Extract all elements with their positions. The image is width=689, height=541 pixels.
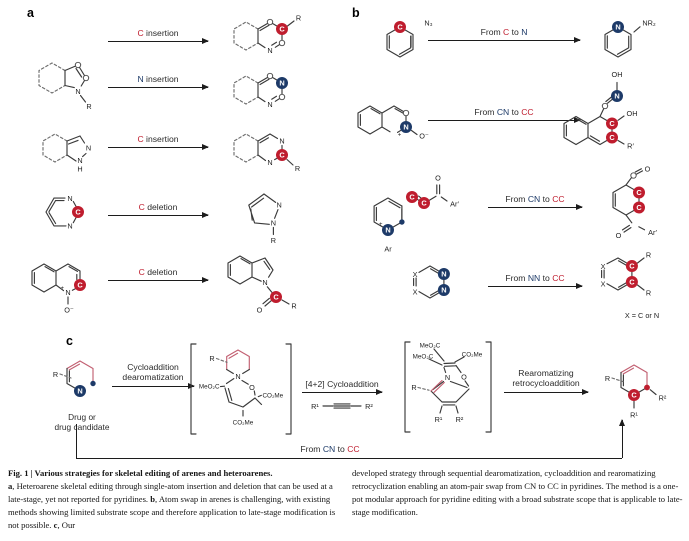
structure-aryl-azide-reactant — [372, 8, 448, 70]
arrow-label: N insertion — [137, 74, 179, 84]
atom-label-N: N — [262, 277, 268, 287]
reaction-arrow — [488, 286, 582, 287]
ester-label: MeO₂C — [412, 353, 434, 361]
atom-label-R: R — [645, 250, 652, 260]
hydroxyl-label: OH — [626, 109, 638, 118]
arrow-label: C insertion — [137, 134, 179, 144]
atom-label-R: R — [411, 382, 417, 392]
ester-label: CO₂Me — [232, 419, 254, 427]
atom-label-H: H — [77, 164, 83, 174]
marker-atom-circle — [403, 110, 408, 115]
structure-pyrazole-product — [238, 184, 302, 252]
ester-label: CO₂Me — [262, 392, 284, 400]
caption-heading: Fig. 1 | Various strategies for skeletal editing of arenes and heteroarenes. — [8, 468, 273, 478]
atom-label-R2: R² — [365, 401, 373, 411]
structure-pyridinium-enone-reactant — [356, 160, 490, 260]
marker-atom-circle — [279, 40, 284, 45]
aryl-label: Ar′ — [450, 199, 459, 209]
marker-atom-circle — [602, 103, 607, 108]
arrow-label: From CN to CC — [505, 194, 565, 204]
reaction-arrow — [108, 41, 208, 42]
arrow-label-line2: retrocycloaddition — [512, 378, 580, 388]
reaction-arrow — [108, 87, 208, 88]
atom-label-R2: R² — [455, 415, 464, 424]
atom-label-C: C — [75, 207, 81, 217]
atom-label-O: O — [644, 164, 651, 174]
bottom-arrow-up-segment — [622, 420, 623, 458]
atom-label-R: R — [294, 164, 301, 173]
atom-label-O: O — [435, 173, 441, 183]
drug-caption — [34, 412, 130, 432]
structure-quinazoline-n-insert-product — [226, 62, 336, 114]
atom-label-R: R — [209, 353, 215, 363]
structure-dicarbon-product — [590, 242, 689, 326]
charge-plus: + — [397, 132, 402, 139]
charge-plus: + — [60, 286, 65, 292]
structure-naphthalenol-oxime-product — [558, 66, 686, 168]
arrow-label-line2: dearomatization — [122, 372, 184, 382]
atom-label-N: N — [276, 200, 282, 210]
atom-label-N: N — [441, 269, 447, 279]
arrow-label: From CN to CC — [474, 107, 534, 117]
atom-label-C: C — [636, 188, 642, 198]
atom-label-O-minus: O⁻ — [64, 305, 74, 315]
ester-label: CO₂Me — [461, 351, 483, 359]
structure-arene-dicarbonyl-product — [594, 158, 689, 248]
atom-label-R: R — [86, 102, 92, 111]
caption-c-marker: c — [53, 520, 58, 530]
atom-label-N: N — [65, 287, 71, 297]
atom-label-X: X — [412, 269, 418, 279]
atom-label-C: C — [279, 24, 285, 34]
atom-label-X: X — [600, 279, 606, 289]
arrow-label: [4+2] Cycloaddition — [305, 379, 379, 389]
caption-a-marker: a — [8, 481, 13, 491]
marker-atom-circle — [267, 19, 272, 24]
atom-label-N: N — [279, 136, 285, 146]
marker-atom-circle-blue — [399, 219, 404, 224]
atom-label-R: R — [291, 301, 297, 311]
atom-label-N: N — [85, 143, 92, 153]
atom-label-C: C — [279, 150, 285, 160]
atom-label-N: N — [444, 372, 451, 382]
atom-label-C: C — [397, 22, 403, 32]
reaction-arrow — [302, 392, 382, 393]
panel-a-label: a — [27, 6, 34, 20]
arrow-label — [512, 368, 579, 388]
atom-label-R: R — [52, 369, 59, 379]
reaction-arrow — [108, 280, 208, 281]
atom-label-R: R — [295, 13, 302, 23]
atom-label-O-minus: O⁻ — [419, 131, 429, 141]
x-definition: X = C or N — [624, 311, 660, 320]
arrow-label — [122, 362, 183, 382]
structure-edited-arene-product — [590, 346, 686, 430]
arrow-label: From NN to CC — [505, 273, 565, 283]
atom-label-R1: R¹ — [311, 401, 319, 411]
caption-right-column: developed strategy through sequential dearomatization, cycloaddition and rearomatizing retrocyclization enabling an atom-pair swap from CN to CC in pyridines. The method is a one-pot modular approach for pyridine editing with a broad substrate scope that is applicable to late-stage modification. — [352, 468, 683, 517]
structure-dearomatized-intermediate — [182, 334, 300, 442]
atom-label-O: O — [615, 231, 622, 240]
arrow-label: C deletion — [138, 267, 178, 277]
azide-label: N₃ — [424, 18, 433, 28]
structure-pyrimidine-reactant — [30, 184, 102, 244]
arrow-label: C insertion — [137, 28, 179, 38]
atom-label-R: R — [604, 373, 611, 383]
atom-label-C: C — [609, 119, 615, 129]
atom-label-N: N — [441, 285, 447, 295]
atom-label-N: N — [235, 371, 241, 381]
caption-left-column — [8, 467, 344, 532]
bottom-arrow-label: From CN to CC — [300, 444, 360, 454]
alkyne-reagent — [306, 398, 378, 414]
marker-atom-circle-blue — [90, 381, 95, 386]
ester-label: MeO₂C — [198, 383, 220, 391]
atom-label-C: C — [273, 292, 279, 302]
marker-atom-circle — [631, 173, 636, 178]
panel-c-label: c — [66, 334, 73, 348]
drug-caption-line1: Drug or — [68, 412, 96, 422]
marker-atom-circle — [279, 94, 284, 99]
atom-label-X: X — [412, 287, 418, 297]
structure-drug-pyridine — [44, 348, 120, 410]
amine-label: NR₂ — [642, 18, 656, 28]
bottom-arrow-left-segment — [76, 424, 77, 458]
atom-label-C: C — [421, 198, 427, 208]
structure-benzazole-reactant — [28, 42, 113, 120]
atom-label-N: N — [75, 86, 81, 96]
atom-label-N: N — [77, 386, 83, 396]
arrow-label: C deletion — [138, 202, 178, 212]
marker-atom-circle — [267, 73, 272, 78]
atom-label-O: O — [461, 372, 467, 382]
atom-label-C: C — [77, 280, 83, 290]
atom-label-C: C — [629, 261, 635, 271]
structure-indazole-reactant — [33, 118, 113, 180]
atom-label-N: N — [67, 193, 73, 203]
atom-label-O: O — [249, 382, 255, 392]
atom-label-X: X — [600, 261, 606, 271]
atom-label-R: R — [270, 236, 277, 245]
ester-label: MeO₂C — [419, 342, 441, 350]
aryl-label: Ar′ — [648, 228, 657, 237]
charge-plus: + — [379, 222, 383, 228]
atom-label-R-prime: R′ — [627, 141, 634, 151]
marker-atom-circle — [83, 75, 88, 80]
atom-label-N: N — [385, 225, 391, 235]
caption-a-text: , Heteroarene skeletal editing through single-atom insertion and deletion that can be used at a late-stage, yet not reported for pyridines. — [8, 481, 333, 504]
reaction-arrow — [488, 207, 582, 208]
arrow-label-line1: Rearomatizing — [518, 368, 574, 378]
panel-b-label: b — [352, 6, 360, 20]
atom-label-N: N — [67, 221, 73, 231]
atom-label-R1: R¹ — [630, 410, 638, 420]
atom-label-R: R — [645, 288, 652, 298]
atom-label-N: N — [614, 91, 620, 101]
reaction-arrow — [108, 215, 208, 216]
atom-label-R1: R¹ — [434, 415, 443, 424]
marker-atom-circle — [75, 62, 80, 67]
atom-label-O: O — [256, 305, 263, 315]
arrow-label: From C to N — [480, 27, 528, 37]
atom-label-N: N — [615, 22, 621, 32]
structure-quinoline-n-oxide-reactant — [24, 248, 114, 322]
caption-c-text: , Our — [57, 520, 76, 530]
structure-quinoline-c-insert-product — [226, 6, 336, 63]
reaction-arrow — [108, 147, 208, 148]
marker-atom-circle-red — [644, 385, 650, 391]
structure-aminopyridine-product — [592, 8, 678, 68]
atom-label-N: N — [279, 78, 285, 88]
structure-cycloadduct-intermediate — [398, 334, 498, 440]
atom-label-N: N — [403, 122, 409, 132]
caption-b-text: , Atom swap in arenes is challenging, with existing methods showing limited substrate scope and therefore application to late-stage modification is not possible. — [8, 494, 336, 530]
atom-label-N: N — [267, 99, 273, 109]
aryl-label: Ar — [384, 244, 392, 254]
atom-label-N: N — [267, 45, 273, 55]
structure-quinazoline-product — [226, 116, 338, 178]
hydroxyl-label: OH — [611, 70, 623, 79]
atom-label-C: C — [636, 203, 642, 213]
atom-label-C: C — [409, 192, 415, 202]
atom-label-N: N — [77, 156, 83, 165]
reaction-arrow — [428, 40, 580, 41]
structure-isoquinoline-n-oxide-reactant — [350, 86, 454, 156]
reaction-arrow — [504, 392, 588, 393]
caption-b-marker: b — [150, 494, 156, 504]
atom-label-N: N — [270, 218, 277, 228]
structure-n-acyl-indole-product — [222, 243, 320, 325]
arrow-label-line1: Cycloaddition — [127, 362, 179, 372]
atom-label-N: N — [267, 157, 273, 167]
atom-label-C: C — [609, 133, 615, 143]
atom-label-C: C — [629, 277, 635, 287]
bottom-arrow-horizontal-segment — [76, 458, 622, 459]
drug-caption-line2: drug candidate — [54, 422, 110, 432]
atom-label-R2: R² — [658, 393, 667, 403]
atom-label-C: C — [631, 390, 637, 400]
structure-diazine-reactant — [400, 252, 476, 314]
